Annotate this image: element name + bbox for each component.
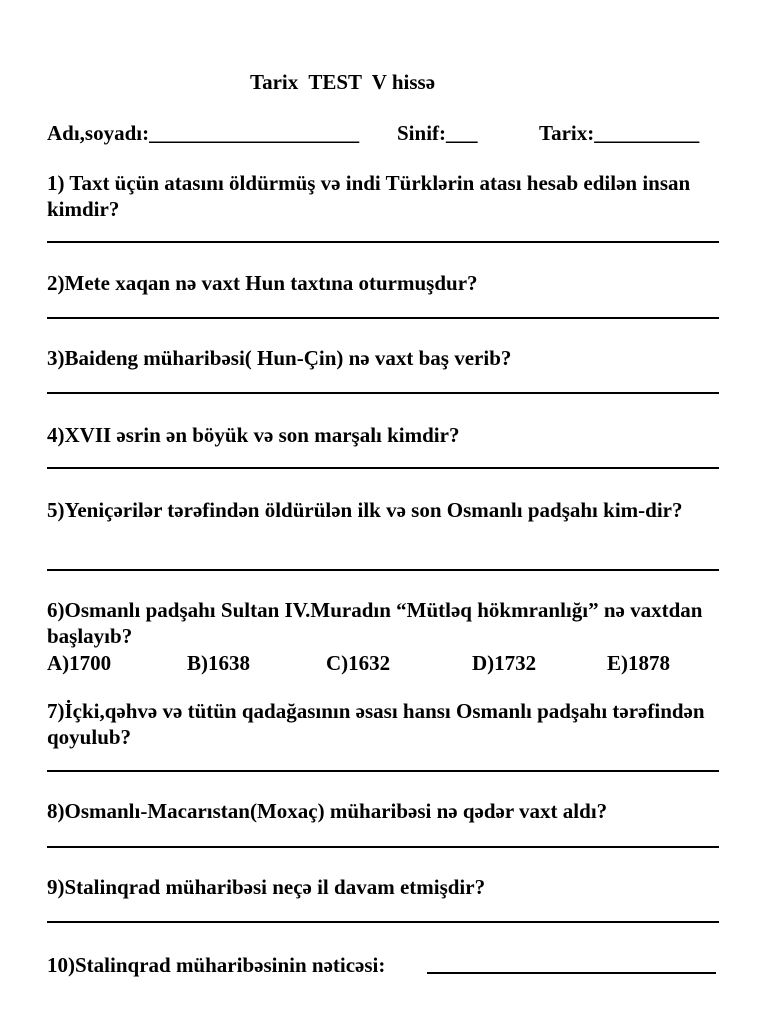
page-title: Tarix TEST V hissə <box>250 70 436 94</box>
answer-line-4[interactable] <box>47 467 719 469</box>
class-field-label[interactable]: Sinif:___ <box>397 121 478 145</box>
answer-line-3[interactable] <box>47 392 719 394</box>
question-4: 4)XVII əsrin ən böyük və son marşalı kimdir? <box>47 423 460 447</box>
question-8: 8)Osmanlı-Macarıstan(Moxaç) müharibəsi nə qədər vaxt aldı? <box>47 799 608 823</box>
answer-line-2[interactable] <box>47 317 719 319</box>
answer-line-5[interactable] <box>47 569 719 571</box>
option-e[interactable]: E)1878 <box>607 651 670 675</box>
answer-line-7[interactable] <box>47 770 719 772</box>
question-1: 1) Taxt üçün atasını öldürmüş və indi Türklərin atası hesab edilən insan kimdir? <box>47 171 691 221</box>
answer-line-8[interactable] <box>47 846 719 848</box>
question-2: 2)Mete xaqan nə vaxt Hun taxtına oturmuşdur? <box>47 271 478 295</box>
question-6: 6)Osmanlı padşahı Sultan IV.Muradın “Mütləq hökmranlığı” nə vaxtdan başlayıb? <box>47 598 703 648</box>
name-field-label[interactable]: Adı,soyadı:____________________ <box>47 121 360 145</box>
question-10: 10)Stalinqrad müharibəsinin nəticəsi: <box>47 953 386 977</box>
question-3: 3)Baideng müharibəsi( Hun-Çin) nə vaxt baş verib? <box>47 346 512 370</box>
question-7: 7)İçki,qəhvə və tütün qadağasının əsası hansı Osmanlı padşahı tərəfindən qoyulub? <box>47 699 705 749</box>
option-b[interactable]: B)1638 <box>187 651 250 675</box>
option-a[interactable]: A)1700 <box>47 651 112 675</box>
date-field-label[interactable]: Tarix:__________ <box>539 121 700 145</box>
option-d[interactable]: D)1732 <box>472 651 537 675</box>
question-5: 5)Yeniçərilər tərəfindən öldürülən ilk və son Osmanlı padşahı kim-dir? <box>47 498 683 522</box>
answer-line-10[interactable] <box>427 972 716 974</box>
question-6-options <box>47 650 719 676</box>
answer-line-9[interactable] <box>47 921 719 923</box>
option-c[interactable]: C)1632 <box>326 651 391 675</box>
question-9: 9)Stalinqrad müharibəsi neçə il davam etmişdir? <box>47 875 486 899</box>
answer-line-1[interactable] <box>47 241 719 243</box>
